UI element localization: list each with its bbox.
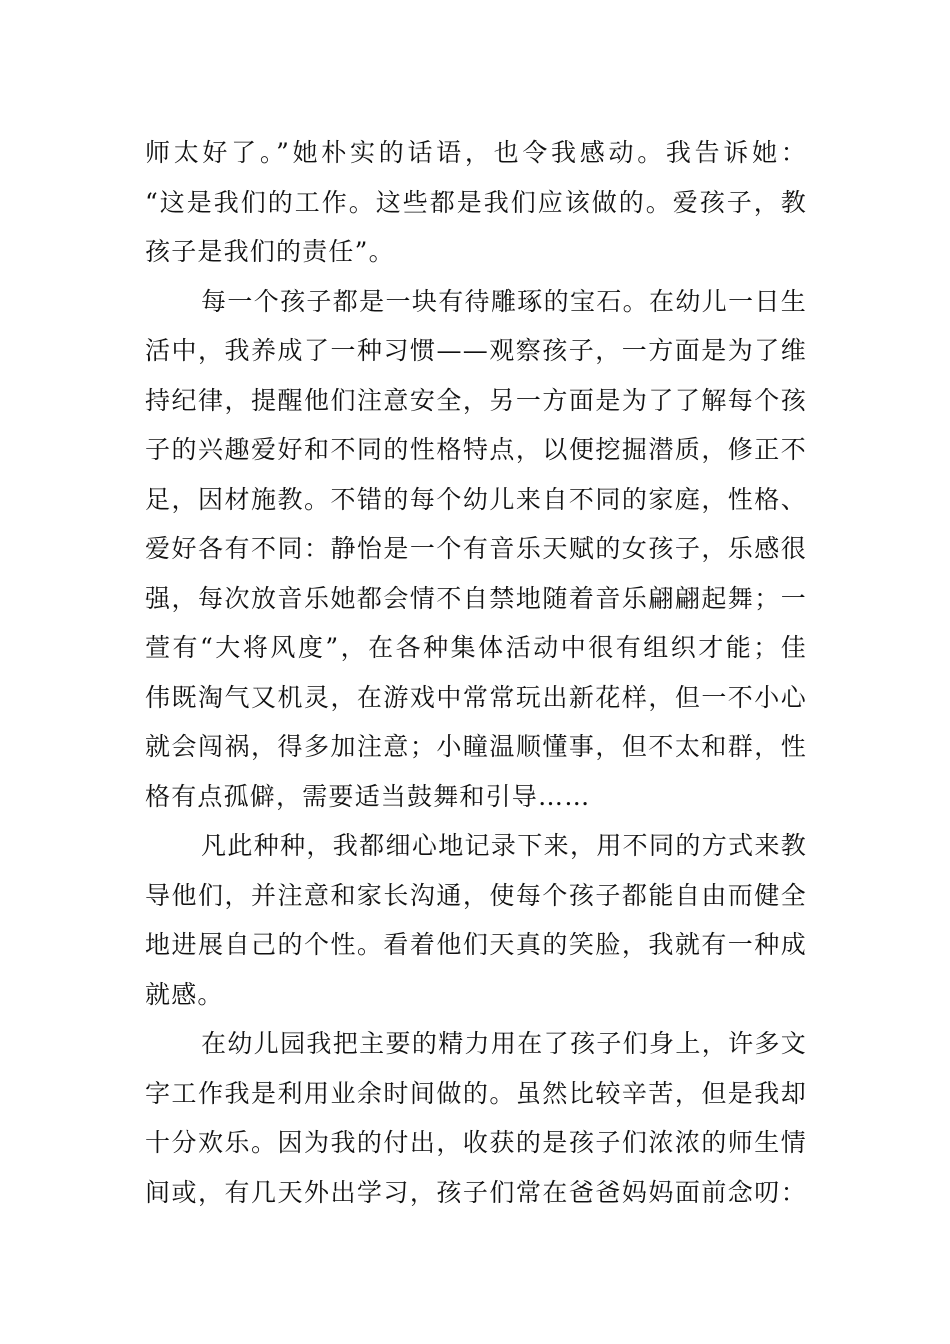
- text-line: 地进展自己的个性。看着他们天真的笑脸，我就有一种成: [145, 930, 807, 959]
- text-line: 爱好各有不同：静怡是一个有音乐天赋的女孩子，乐感很: [145, 534, 807, 563]
- text-line: 就会闯祸，得多加注意；小瞳温顺懂事，但不太和群，性: [145, 732, 807, 761]
- text-line: 萱有“大将风度”，在各种集体活动中很有组织才能；佳: [145, 633, 807, 662]
- text-line: 凡此种种，我都细心地记录下来，用不同的方式来教: [201, 831, 807, 860]
- text-line: 字工作我是利用业余时间做的。虽然比较辛苦，但是我却: [145, 1078, 807, 1108]
- text-line: 就感。: [145, 979, 224, 1009]
- text-line: “这是我们的工作。这些都是我们应该做的。爱孩子，教: [145, 187, 807, 217]
- text-line: 孩子是我们的责任”。: [145, 237, 395, 266]
- text-line: 间或，有几天外出学习，孩子们常在爸爸妈妈面前念叨：: [145, 1177, 807, 1207]
- text-line: 伟既淘气又机灵，在游戏中常常玩出新花样，但一不小心: [145, 682, 807, 712]
- text-line: 活中，我养成了一种习惯——观察孩子，一方面是为了维: [145, 336, 807, 365]
- text-line: 导他们，并注意和家长沟通，使每个孩子都能自由而健全: [145, 880, 807, 910]
- text-line: 足，因材施教。不错的每个幼儿来自不同的家庭，性格、: [145, 484, 807, 514]
- text-line: 格有点孤僻，需要适当鼓舞和引导……: [145, 781, 591, 811]
- text-line: 强，每次放音乐她都会情不自禁地随着音乐翩翩起舞；一: [145, 583, 807, 613]
- text-line: 子的兴趣爱好和不同的性格特点，以便挖掘潜质，修正不: [145, 435, 807, 464]
- text-line: 持纪律，提醒他们注意安全，另一方面是为了了解每个孩: [145, 385, 807, 415]
- text-line: 十分欢乐。因为我的付出，收获的是孩子们浓浓的师生情: [145, 1128, 807, 1157]
- text-line: 师太好了。”她朴实的话语，也令我感动。我告诉她：: [145, 138, 807, 167]
- text-line: 在幼儿园我把主要的精力用在了孩子们身上，许多文: [201, 1029, 807, 1058]
- body-text: [145, 128, 807, 1217]
- text-line: 每一个孩子都是一块有待雕琢的宝石。在幼儿一日生: [201, 286, 807, 316]
